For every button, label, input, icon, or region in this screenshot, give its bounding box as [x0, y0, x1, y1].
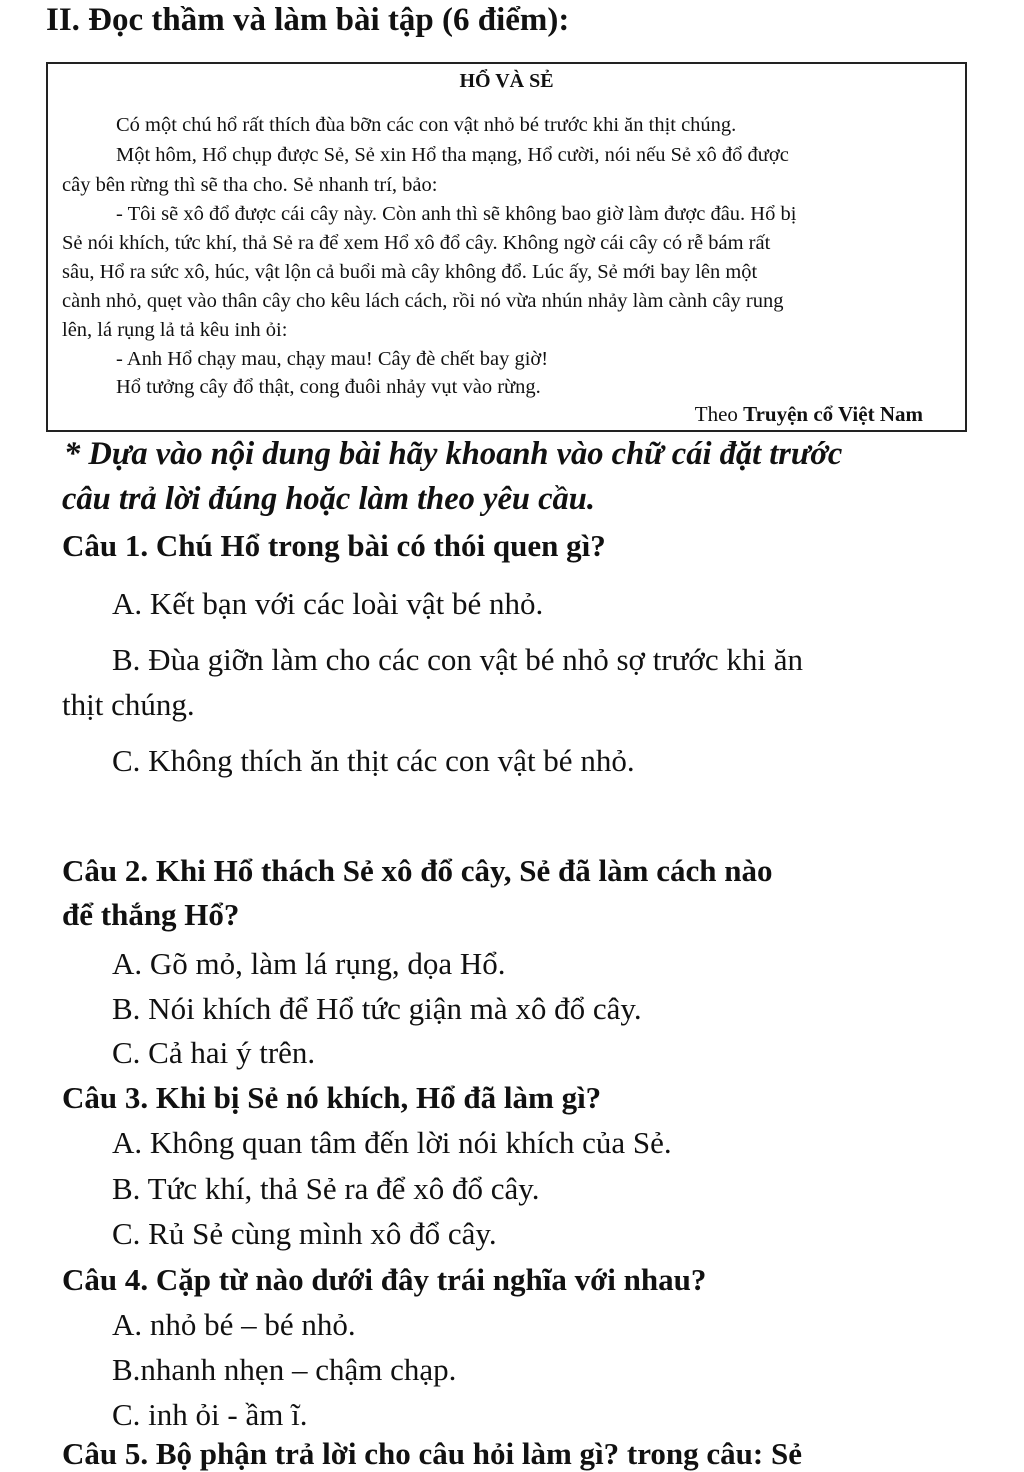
question-3-option-c[interactable]: C. Rủ Sẻ cùng mình xô đổ cây. [112, 1216, 497, 1251]
story-source-title: Truyện cổ Việt Nam [743, 402, 923, 426]
question-1-option-b-continued: thịt chúng. [62, 687, 195, 722]
story-line: Một hôm, Hổ chụp được Sẻ, Sẻ xin Hổ tha mạng, Hổ cười, nói nếu Sẻ xô đổ được [116, 144, 789, 166]
story-line: Hổ tưởng cây đổ thật, cong đuôi nhảy vụt vào rừng. [116, 376, 541, 398]
question-1-option-c[interactable]: C. Không thích ăn thịt các con vật bé nhỏ. [112, 743, 635, 778]
question-5-cut-off: Câu 5. Bộ phận trả lời cho câu hỏi làm gì? trong câu: Sẻ [62, 1436, 802, 1471]
question-4-option-a[interactable]: A. nhỏ bé – bé nhỏ. [112, 1307, 356, 1342]
question-4-option-b[interactable]: B.nhanh nhẹn – chậm chạp. [112, 1352, 457, 1387]
question-2-option-a[interactable]: A. Gõ mỏ, làm lá rụng, dọa Hổ. [112, 946, 506, 981]
story-line: - Anh Hổ chạy mau, chạy mau! Cây đè chết bay giờ! [116, 348, 549, 370]
story-line: cây bên rừng thì sẽ tha cho. Sẻ nhanh trí, bảo: [62, 174, 438, 196]
story-source [695, 402, 923, 427]
question-3: Câu 3. Khi bị Sẻ nó khích, Hổ đã làm gì? [62, 1080, 602, 1115]
question-3-option-b[interactable]: B. Tức khí, thả Sẻ ra để xô đổ cây. [112, 1171, 540, 1206]
story-line: cành nhỏ, quẹt vào thân cây cho kêu lách cách, rồi nó vừa nhún nhảy làm cành cây rung [62, 290, 784, 312]
story-title: HỔ VÀ SẺ [459, 70, 554, 92]
instruction-line: * Dựa vào nội dung bài hãy khoanh vào chữ cái đặt trước [64, 436, 843, 472]
question-2: Câu 2. Khi Hổ thách Sẻ xô đổ cây, Sẻ đã làm cách nào [62, 853, 773, 888]
section-heading: II. Đọc thầm và làm bài tập (6 điểm): [46, 2, 570, 38]
question-4-option-c[interactable]: C. inh ỏi - ầm ĩ. [112, 1397, 308, 1432]
story-source-prefix: Theo [694, 402, 738, 426]
story-line: lên, lá rụng lả tả kêu inh ỏi: [62, 319, 288, 341]
question-2-option-c[interactable]: C. Cả hai ý trên. [112, 1035, 316, 1070]
question-1: Câu 1. Chú Hổ trong bài có thói quen gì? [62, 528, 606, 563]
story-line: sâu, Hổ ra sức xô, húc, vật lộn cả buổi mà cây không đổ. Lúc ấy, Sẻ mới bay lên một [62, 261, 758, 283]
question-2-continued: để thắng Hổ? [62, 897, 240, 932]
story-line: - Tôi sẽ xô đổ được cái cây này. Còn anh thì sẽ không bao giờ làm được đâu. Hổ bị [116, 203, 797, 225]
instruction-line: câu trả lời đúng hoặc làm theo yêu cầu. [62, 481, 595, 517]
question-1-option-a[interactable]: A. Kết bạn với các loài vật bé nhỏ. [112, 586, 544, 621]
question-2-option-b[interactable]: B. Nói khích để Hổ tức giận mà xô đổ cây. [112, 991, 642, 1026]
question-4: Câu 4. Cặp từ nào dưới đây trái nghĩa với nhau? [62, 1262, 707, 1297]
story-line: Sẻ nói khích, tức khí, thả Sẻ ra để xem Hổ xô đổ cây. Không ngờ cái cây có rễ bám rất [62, 232, 771, 254]
question-1-option-b[interactable]: B. Đùa giỡn làm cho các con vật bé nhỏ sợ trước khi ăn [112, 642, 803, 677]
story-box [46, 62, 967, 432]
question-3-option-a[interactable]: A. Không quan tâm đến lời nói khích của Sẻ. [112, 1125, 672, 1160]
story-line: Có một chú hổ rất thích đùa bỡn các con vật nhỏ bé trước khi ăn thịt chúng. [116, 114, 737, 136]
